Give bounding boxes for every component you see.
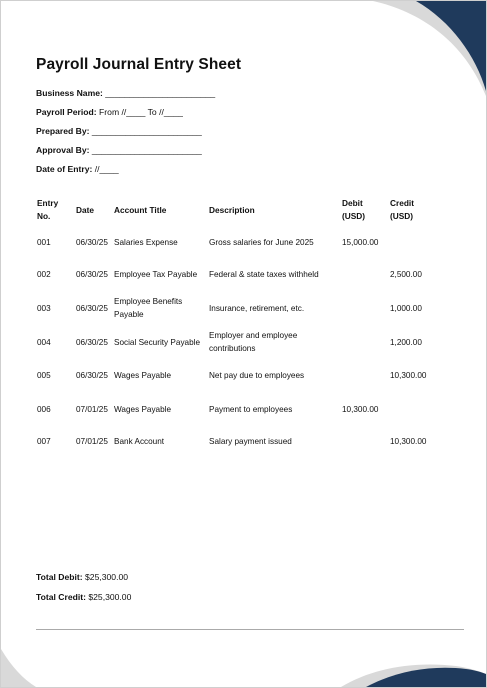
row-debit: 10,300.00 (342, 405, 379, 414)
row-credit: 10,300.00 (390, 371, 427, 380)
row-description: Insurance, retirement, etc. (209, 304, 305, 313)
approval-by-value: _______________________ (91, 145, 202, 155)
date-of-entry-field (36, 164, 119, 174)
business-name-field (36, 88, 215, 98)
date-of-entry-label: Date of Entry: (36, 164, 93, 174)
row-entry-no: 003 (37, 304, 51, 313)
row-account-title-line1: Employee Benefits (114, 297, 183, 306)
prepared-by-label: Prepared By: (36, 126, 90, 136)
header-credit-line2: (USD) (390, 210, 414, 221)
row-credit: 1,000.00 (390, 304, 422, 313)
header-entry-line2: No. (37, 210, 51, 221)
row-date: 06/30/25 (76, 338, 108, 347)
total-credit-label: Total Credit: (36, 592, 86, 602)
row-credit: 1,200.00 (390, 338, 422, 347)
header-entry-no (37, 197, 58, 222)
row-account-title: Wages Payable (114, 405, 172, 414)
footer-divider (36, 629, 464, 630)
prepared-by-field (36, 126, 202, 136)
row-entry-no: 002 (37, 270, 51, 279)
payroll-period-field (36, 107, 183, 117)
row-description: Net pay due to employees (209, 371, 305, 380)
date-of-entry-value: //____ (94, 164, 119, 174)
total-debit (36, 572, 128, 582)
row-credit: 10,300.00 (390, 437, 427, 446)
row-description: Salary payment issued (209, 437, 292, 446)
total-credit (36, 592, 131, 602)
row-description (209, 330, 297, 355)
business-name-label: Business Name: (36, 88, 103, 98)
row-entry-no: 001 (37, 238, 51, 247)
row-description-line1: Employer and employee (209, 331, 298, 340)
row-entry-no: 006 (37, 405, 51, 414)
row-description: Payment to employees (209, 405, 293, 414)
row-description-line2: contributions (209, 343, 256, 353)
approval-by-label: Approval By: (36, 145, 90, 155)
row-entry-no: 005 (37, 371, 51, 380)
row-date: 06/30/25 (76, 371, 108, 380)
row-date: 06/30/25 (76, 270, 108, 279)
row-entry-no: 007 (37, 437, 51, 446)
row-credit: 2,500.00 (390, 270, 422, 279)
bottom-left-gray-swoosh (1, 649, 36, 687)
row-account-title: Salaries Expense (114, 238, 178, 247)
row-account-title: Social Security Payable (114, 338, 201, 347)
header-description: Description (209, 205, 255, 215)
row-date: 06/30/25 (76, 304, 108, 313)
page-title: Payroll Journal Entry Sheet (36, 56, 242, 73)
total-debit-value: $25,300.00 (85, 572, 129, 582)
row-account-title (114, 296, 182, 321)
row-debit: 15,000.00 (342, 238, 379, 247)
header-debit-line2: (USD) (342, 210, 366, 221)
header-debit (342, 197, 365, 222)
approval-by-field (36, 145, 202, 155)
row-date: 07/01/25 (76, 437, 108, 446)
header-date: Date (76, 205, 94, 215)
row-description: Gross salaries for June 2025 (209, 238, 314, 247)
header-credit-line1: Credit (390, 198, 414, 208)
business-name-value: _______________________ (105, 88, 216, 98)
payroll-period-value: From //____ To //____ (99, 107, 183, 117)
row-date: 06/30/25 (76, 238, 108, 247)
header-account-title: Account Title (114, 205, 167, 215)
row-entry-no: 004 (37, 338, 51, 347)
prepared-by-value: _______________________ (91, 126, 202, 136)
header-entry-line1: Entry (37, 198, 59, 208)
total-credit-value: $25,300.00 (88, 592, 132, 602)
row-date: 07/01/25 (76, 405, 108, 414)
payroll-period-label: Payroll Period: (36, 107, 97, 117)
header-debit-line1: Debit (342, 198, 363, 208)
row-account-title: Bank Account (114, 437, 165, 446)
row-account-title-line2: Payable (114, 309, 144, 319)
total-debit-label: Total Debit: (36, 572, 83, 582)
row-description: Federal & state taxes withheld (209, 270, 319, 279)
header-credit (390, 197, 414, 222)
row-account-title: Employee Tax Payable (114, 270, 198, 279)
row-account-title: Wages Payable (114, 371, 172, 380)
